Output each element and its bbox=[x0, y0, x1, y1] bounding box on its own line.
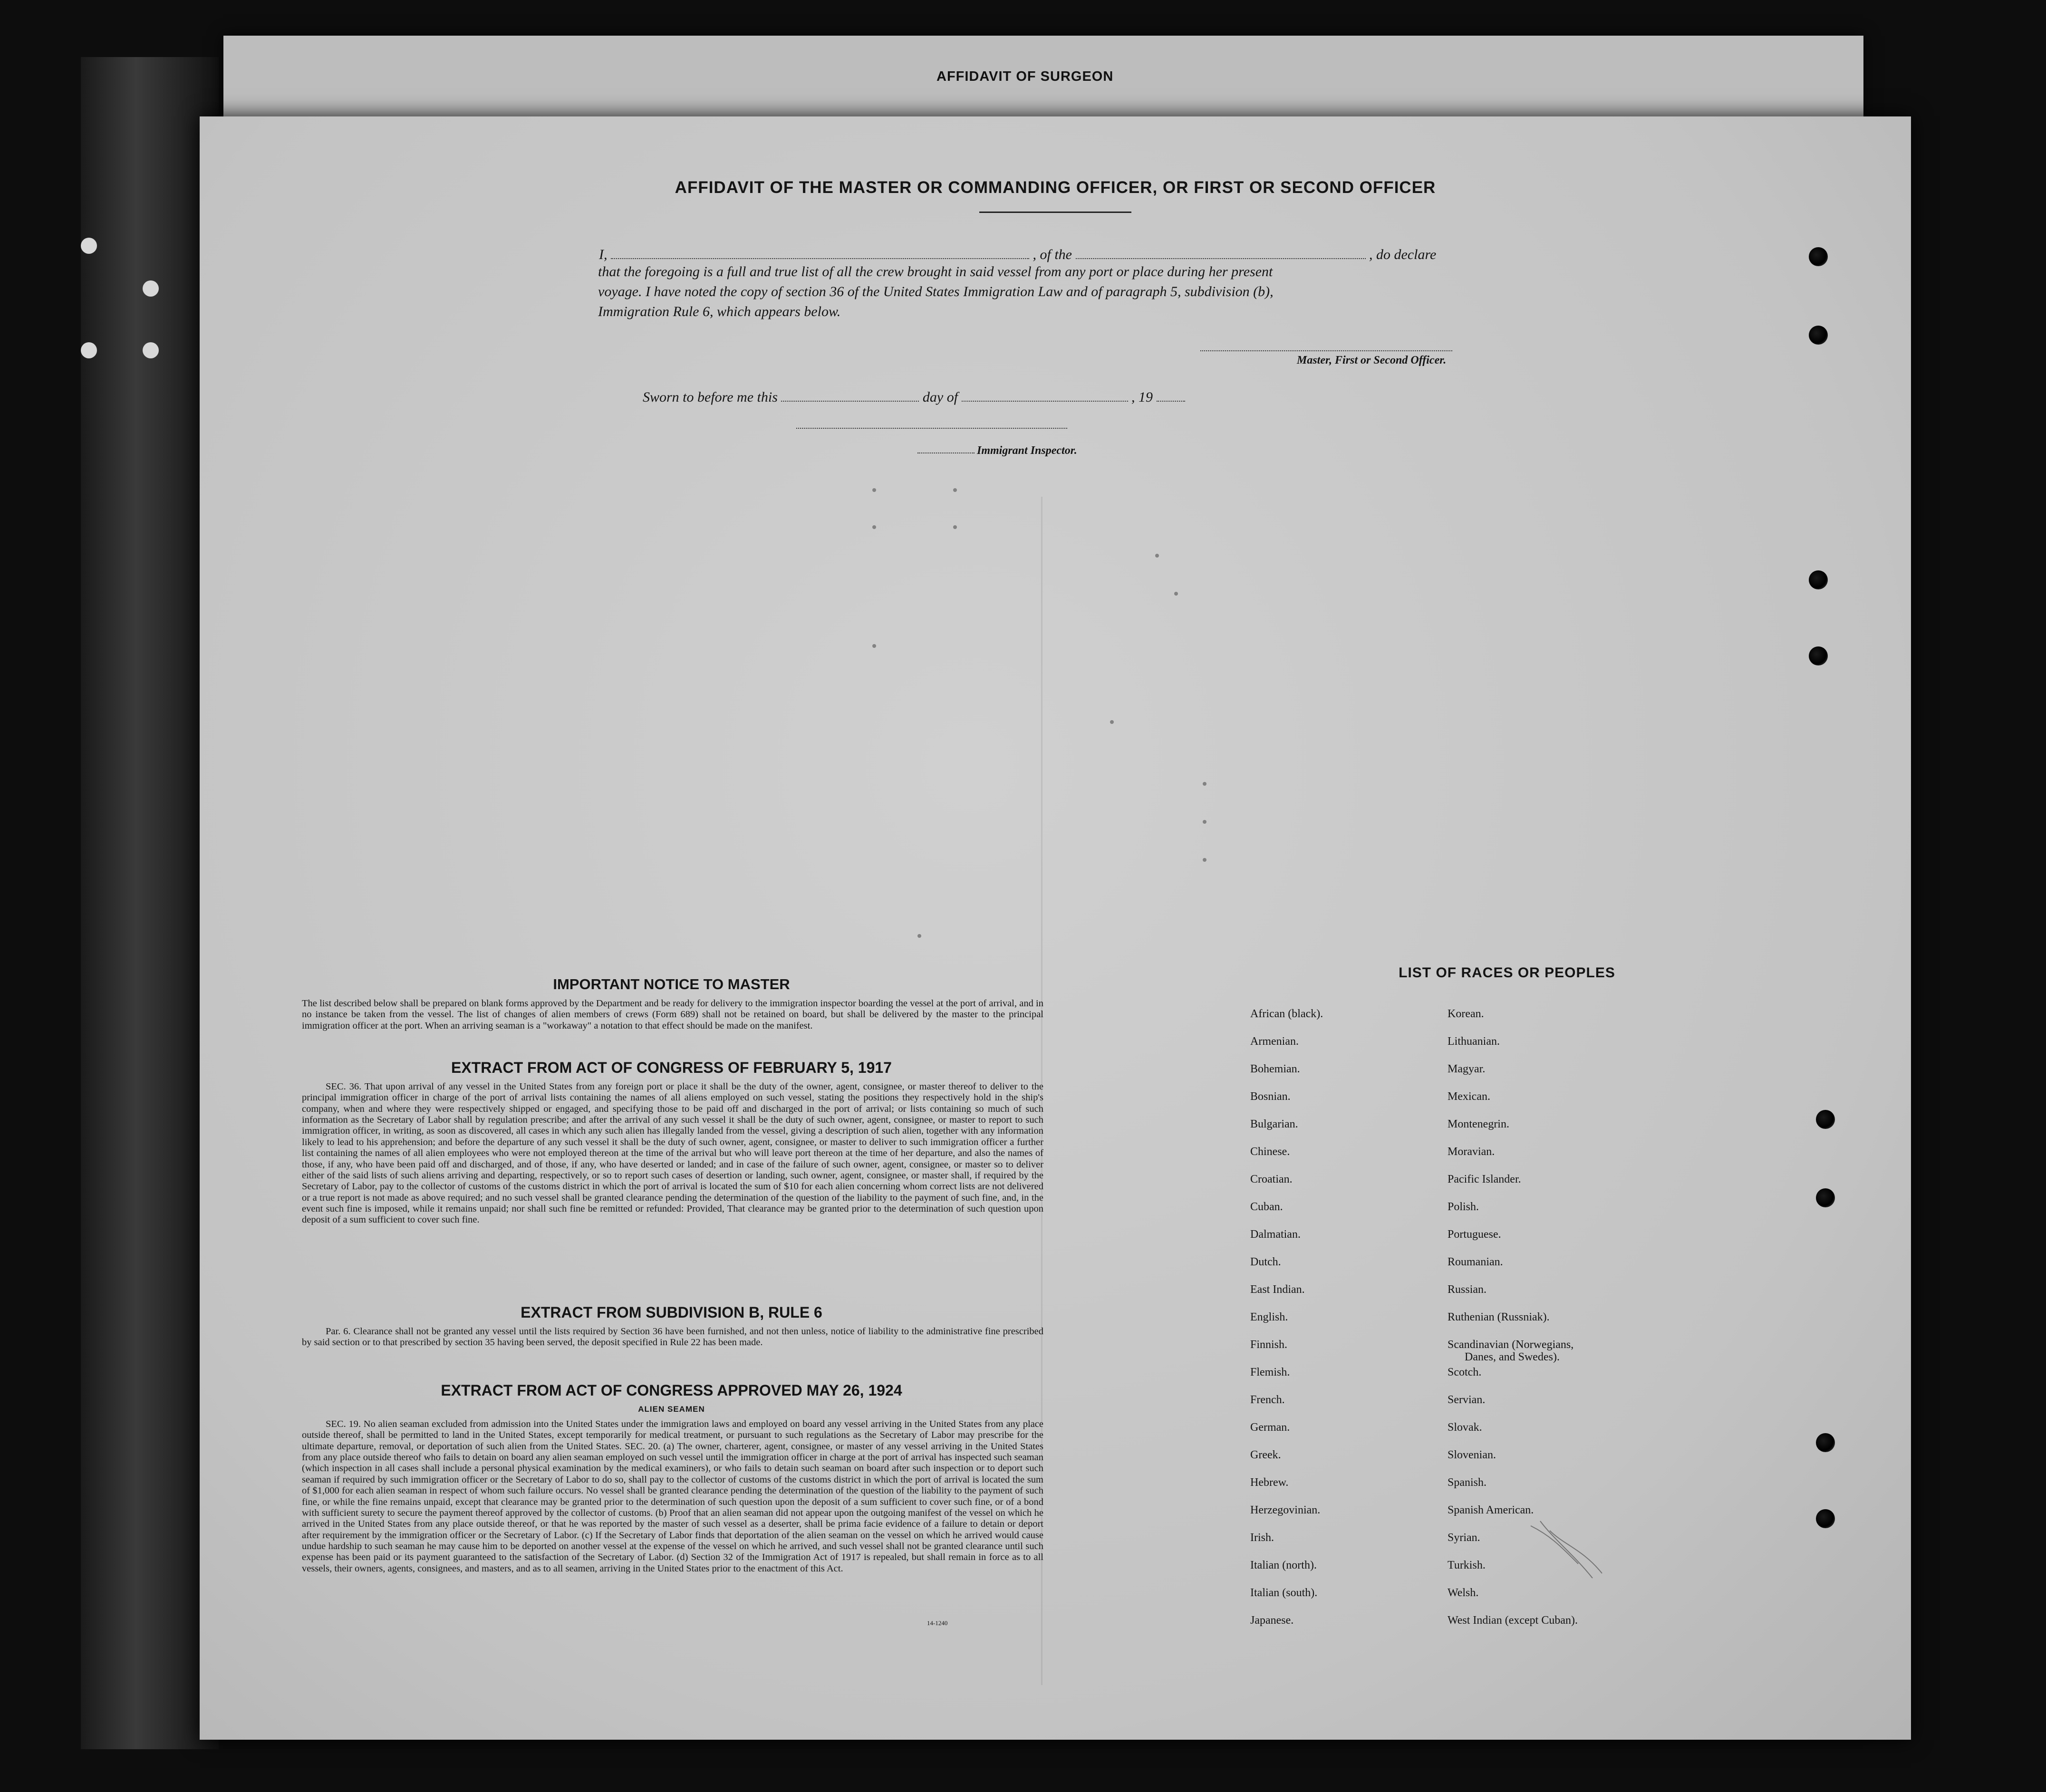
race-item: Japanese. bbox=[1250, 1614, 1294, 1627]
race-item: Moravian. bbox=[1448, 1146, 1495, 1158]
sworn-label: Sworn to before me this bbox=[643, 389, 778, 405]
race-item: Slovak. bbox=[1448, 1421, 1482, 1434]
race-item: Bosnian. bbox=[1250, 1090, 1291, 1103]
race-item: Dutch. bbox=[1250, 1256, 1281, 1268]
show-through-mark bbox=[1174, 592, 1178, 596]
master-signature-caption: Master, First or Second Officer. bbox=[1297, 354, 1447, 366]
inspector-signature-field[interactable] bbox=[796, 428, 1067, 429]
declare-label: , do declare bbox=[1369, 247, 1437, 262]
extract-rule6-heading: EXTRACT FROM SUBDIVISION B, RULE 6 bbox=[521, 1304, 822, 1321]
race-item: Bulgarian. bbox=[1250, 1118, 1298, 1130]
binder-hole bbox=[143, 342, 159, 358]
race-item-line-1: Scandinavian (Norwegians, bbox=[1448, 1339, 1574, 1351]
show-through-mark bbox=[1155, 554, 1159, 558]
race-item-line-2: Danes, and Swedes). bbox=[1465, 1351, 1560, 1363]
race-item: Bohemian. bbox=[1250, 1063, 1300, 1075]
show-through-mark bbox=[953, 525, 957, 529]
race-item: Korean. bbox=[1448, 1008, 1484, 1020]
show-through-mark bbox=[917, 934, 921, 938]
sworn-year-field[interactable] bbox=[1157, 386, 1185, 402]
race-item: Mexican. bbox=[1448, 1090, 1490, 1103]
punch-hole bbox=[1816, 1110, 1835, 1129]
affidavit-line-1 bbox=[599, 244, 1436, 263]
race-item: Roumanian. bbox=[1448, 1256, 1503, 1268]
inspector-signature-caption: Immigrant Inspector. bbox=[977, 444, 1077, 457]
race-item: Scotch. bbox=[1448, 1366, 1482, 1378]
race-item: Syrian. bbox=[1448, 1532, 1480, 1544]
race-item: West Indian (except Cuban). bbox=[1448, 1614, 1578, 1627]
race-item: English. bbox=[1250, 1311, 1288, 1323]
pen-scribble-mark bbox=[1521, 1516, 1616, 1583]
notice-heading: IMPORTANT NOTICE TO MASTER bbox=[553, 976, 790, 992]
race-item: Pacific Islander. bbox=[1448, 1173, 1521, 1185]
binder-hole bbox=[143, 280, 159, 297]
race-item: Servian. bbox=[1448, 1394, 1486, 1406]
punch-hole bbox=[1809, 646, 1828, 665]
notice-body: The list described below shall be prepared on blank forms approved by the Department and be ready for delivery to the immigration inspector boarding the vessel at the port of arrival, and in no instance be taken from the vessel. The list of changes of alien members of crews (Form 689) shall not be retained on board, but shall be delivered by the master to the principal immigration officer at the port. When an arriving seaman is a "workaway" a notation to that effect should be made on the manifest. bbox=[302, 998, 1043, 1031]
document-sheet bbox=[200, 116, 1911, 1740]
race-item: Irish. bbox=[1250, 1532, 1274, 1544]
race-item: Spanish. bbox=[1448, 1476, 1487, 1489]
race-item: Spanish American. bbox=[1448, 1504, 1534, 1516]
affidavit-line-2: that the foregoing is a full and true list of all the crew brought in said vessel from any port or place during her present bbox=[598, 264, 1273, 279]
affidavit-title: AFFIDAVIT OF THE MASTER OR COMMANDING OFFICER, OR FIRST OR SECOND OFFICER bbox=[675, 178, 1436, 197]
declarant-label: I, bbox=[599, 247, 608, 262]
binder-hole bbox=[81, 238, 97, 254]
sworn-day-field[interactable] bbox=[781, 386, 919, 402]
race-item: East Indian. bbox=[1250, 1283, 1305, 1296]
sworn-month-field[interactable] bbox=[962, 386, 1128, 402]
race-item: Russian. bbox=[1448, 1283, 1487, 1296]
punch-hole bbox=[1816, 1188, 1835, 1207]
binder-hole bbox=[81, 342, 97, 358]
race-item: Hebrew. bbox=[1250, 1476, 1289, 1489]
race-item: Ruthenian (Russniak). bbox=[1448, 1311, 1550, 1323]
show-through-mark bbox=[872, 525, 876, 529]
race-item: Portuguese. bbox=[1448, 1228, 1501, 1241]
race-item: Slovenian. bbox=[1448, 1449, 1496, 1461]
year-label: , 19 bbox=[1131, 389, 1153, 405]
back-sheet-header: AFFIDAVIT OF SURGEON bbox=[936, 69, 1114, 84]
punch-hole bbox=[1809, 570, 1828, 589]
show-through-mark bbox=[1110, 720, 1114, 724]
race-item: Magyar. bbox=[1448, 1063, 1486, 1075]
show-through-mark bbox=[1203, 782, 1206, 786]
punch-hole bbox=[1816, 1433, 1835, 1452]
race-item: African (black). bbox=[1250, 1008, 1323, 1020]
races-title: LIST OF RACES OR PEOPLES bbox=[1399, 965, 1615, 981]
extract-1924-subheading: ALIEN SEAMEN bbox=[638, 1405, 705, 1414]
race-item: Italian (south). bbox=[1250, 1587, 1318, 1599]
extract-1924-heading: EXTRACT FROM ACT OF CONGRESS APPROVED MAY 26, 1924 bbox=[441, 1382, 902, 1399]
show-through-mark bbox=[872, 644, 876, 648]
show-through-mark bbox=[872, 488, 876, 492]
vessel-label: , of the bbox=[1033, 247, 1072, 262]
title-underline bbox=[979, 212, 1131, 213]
race-item: German. bbox=[1250, 1421, 1290, 1434]
extract-1924-body: SEC. 19. No alien seaman excluded from admission into the United States under the immigration laws and employed on board any vessel arriving in the United States from any place outside thereof, shall be permitted to land in the United States, except temporarily for medical treatment, or pursuant to such regulations as the Secretary of Labor may prescribe for the ultimate departure, removal, or deportation of such alien from the United States. SEC. 20. (a) The owner, charterer, agent, consignee, or master of any vessel arriving in the United States from any place outside thereof who fails to detain on board any alien seaman employed on such vessel until the immigration officer in charge at the port of arrival has inspected such seaman (which inspection in all cases shall include a personal physical examination by the medical examiners), or who fails to detain such seaman on board after such inspection or to deport such seaman if required by such immigration officer or the Secretary of Labor to do so, shall pay to the collector of customs of the customs district in which the port of arrival is located the sum of $1,000 for each alien seaman in respect of whom such failure occurs. No vessel shall be granted clearance pending the determination of the question of the liability to the payment of such fine, or while the fine remains unpaid, except that clearance may be granted prior to the determination of such question upon the deposit of a sum sufficient to cover such fine, or of a bond with sufficient surety to secure the payment thereof approved by the collector of customs. (b) Proof that an alien seaman did not appear upon the outgoing manifest of the vessel on which he arrived in the United States from any place outside thereof, or that he was reported by the master of such vessel as a deserter, shall be prima facie evidence of a failure to detain or deport after requirement by the immigration officer or the Secretary of Labor. (c) If the Secretary of Labor finds that deportation of the alien seaman on the vessel on which he arrived would cause undue hardship to such seaman he may cause him to be deported on another vessel at the expense of the vessel on which he arrived, and such vessel shall not be granted clearance until such expense has been paid or its payment guaranteed to the satisfaction of the Secretary of Labor. (d) Section 32 of the Immigration Act of 1917 is repealed, but shall remain in force as to all vessels, their owners, agents, consignees, and masters, and as to all seamen, arriving in the United States prior to the enactment of this Act. bbox=[302, 1419, 1043, 1574]
race-item: Polish. bbox=[1448, 1201, 1479, 1213]
binder-strip bbox=[81, 57, 219, 1749]
show-through-mark bbox=[953, 488, 957, 492]
punch-hole bbox=[1816, 1509, 1835, 1528]
extract-rule6-body: Par. 6. Clearance shall not be granted any vessel until the lists required by Section 36 have been furnished, and not then unless, notice of liability to the administrative fine prescribed by said section or to that prescribed by section 35 having been served, the deposit specified in Rule 22 has been made. bbox=[302, 1326, 1043, 1348]
race-item: Armenian. bbox=[1250, 1035, 1299, 1048]
race-item: Herzegovinian. bbox=[1250, 1504, 1321, 1516]
punch-hole bbox=[1809, 326, 1828, 345]
race-item: Greek. bbox=[1250, 1449, 1281, 1461]
declarant-name-field[interactable] bbox=[611, 244, 1029, 259]
show-through-mark bbox=[1203, 820, 1206, 824]
races-left-column bbox=[1250, 1008, 1323, 1642]
race-item: Montenegrin. bbox=[1448, 1118, 1509, 1130]
race-item: Chinese. bbox=[1250, 1146, 1290, 1158]
race-item: Finnish. bbox=[1250, 1339, 1288, 1351]
day-of-label: day of bbox=[922, 389, 958, 405]
race-item: Lithuanian. bbox=[1448, 1035, 1500, 1048]
extract-1917-heading: EXTRACT FROM ACT OF CONGRESS OF FEBRUARY 5, 1917 bbox=[451, 1059, 892, 1076]
punch-hole bbox=[1809, 247, 1828, 266]
vessel-name-field[interactable] bbox=[1076, 244, 1366, 259]
form-number: 14-1240 bbox=[927, 1619, 948, 1627]
race-item: French. bbox=[1250, 1394, 1285, 1406]
race-item: Turkish. bbox=[1448, 1559, 1486, 1571]
race-item: Flemish. bbox=[1250, 1366, 1290, 1378]
affidavit-line-4: Immigration Rule 6, which appears below. bbox=[598, 304, 841, 319]
race-item: Italian (north). bbox=[1250, 1559, 1317, 1571]
show-through-mark bbox=[1203, 858, 1206, 862]
race-item bbox=[1448, 1339, 1578, 1366]
affidavit-line-3: voyage. I have noted the copy of section 36 of the United States Immigration Law and of paragraph 5, subdivision (b), bbox=[598, 284, 1274, 299]
race-item: Cuban. bbox=[1250, 1201, 1283, 1213]
race-item: Croatian. bbox=[1250, 1173, 1293, 1185]
sworn-line bbox=[643, 386, 1185, 405]
extract-1917-body: SEC. 36. That upon arrival of any vessel in the United States from any foreign port or place it shall be the duty of the owner, agent, consignee, or master thereof to deliver to the principal immigration officer in charge of the port of arrival lists containing the names of all aliens employed on such vessel, stating the positions they respectively hold in the ship's company, when and where they were respectively shipped or engaged, and specifying those to be paid off and discharged in the port of arrival; or lists containing so much of such information as the Secretary of Labor shall by regulation prescribe; and after the arrival of any such vessel it shall be the duty of such owner, agent, consignee, or master to report to such immigration officer, in writing, as soon as discovered, all cases in which any such alien has illegally landed from the vessel, giving a description of such alien, together with any information likely to lead to his apprehension; and before the departure of any such vessel it shall be the duty of such owner, agent, consignee, or master to deliver to such immigration officer a further list containing the names of all alien employees who were not employed thereon at the time of the arrival but who will leave port thereon at the time of her departure, and also the names of those, if any, who have been paid off and discharged, and of those, if any, who have deserted or landed; and in case of the failure of such owner, agent, consignee, or master so to deliver either of the said lists of such aliens arriving and departing, respectively, or so to report such cases of desertion or landing, such owner, agent, consignee, or master shall, if required by the Secretary of Labor, pay to the collector of customs of the customs district in which the port of arrival is located the sum of $10 for each alien concerning whom correct lists are not delivered or a true report is not made as above required; and no such vessel shall be granted clearance pending the determination of the question of the liability to the payment of such fine, and, in the event such fine is imposed, while it remains unpaid; nor shall such fine be remitted or refunded: Provided, That clearance may be granted prior to the determination of such question upon deposit of a sum sufficient to cover such fine. bbox=[302, 1081, 1043, 1225]
master-signature-field[interactable] bbox=[1200, 350, 1452, 351]
race-item: Welsh. bbox=[1448, 1587, 1479, 1599]
race-item: Dalmatian. bbox=[1250, 1228, 1301, 1241]
